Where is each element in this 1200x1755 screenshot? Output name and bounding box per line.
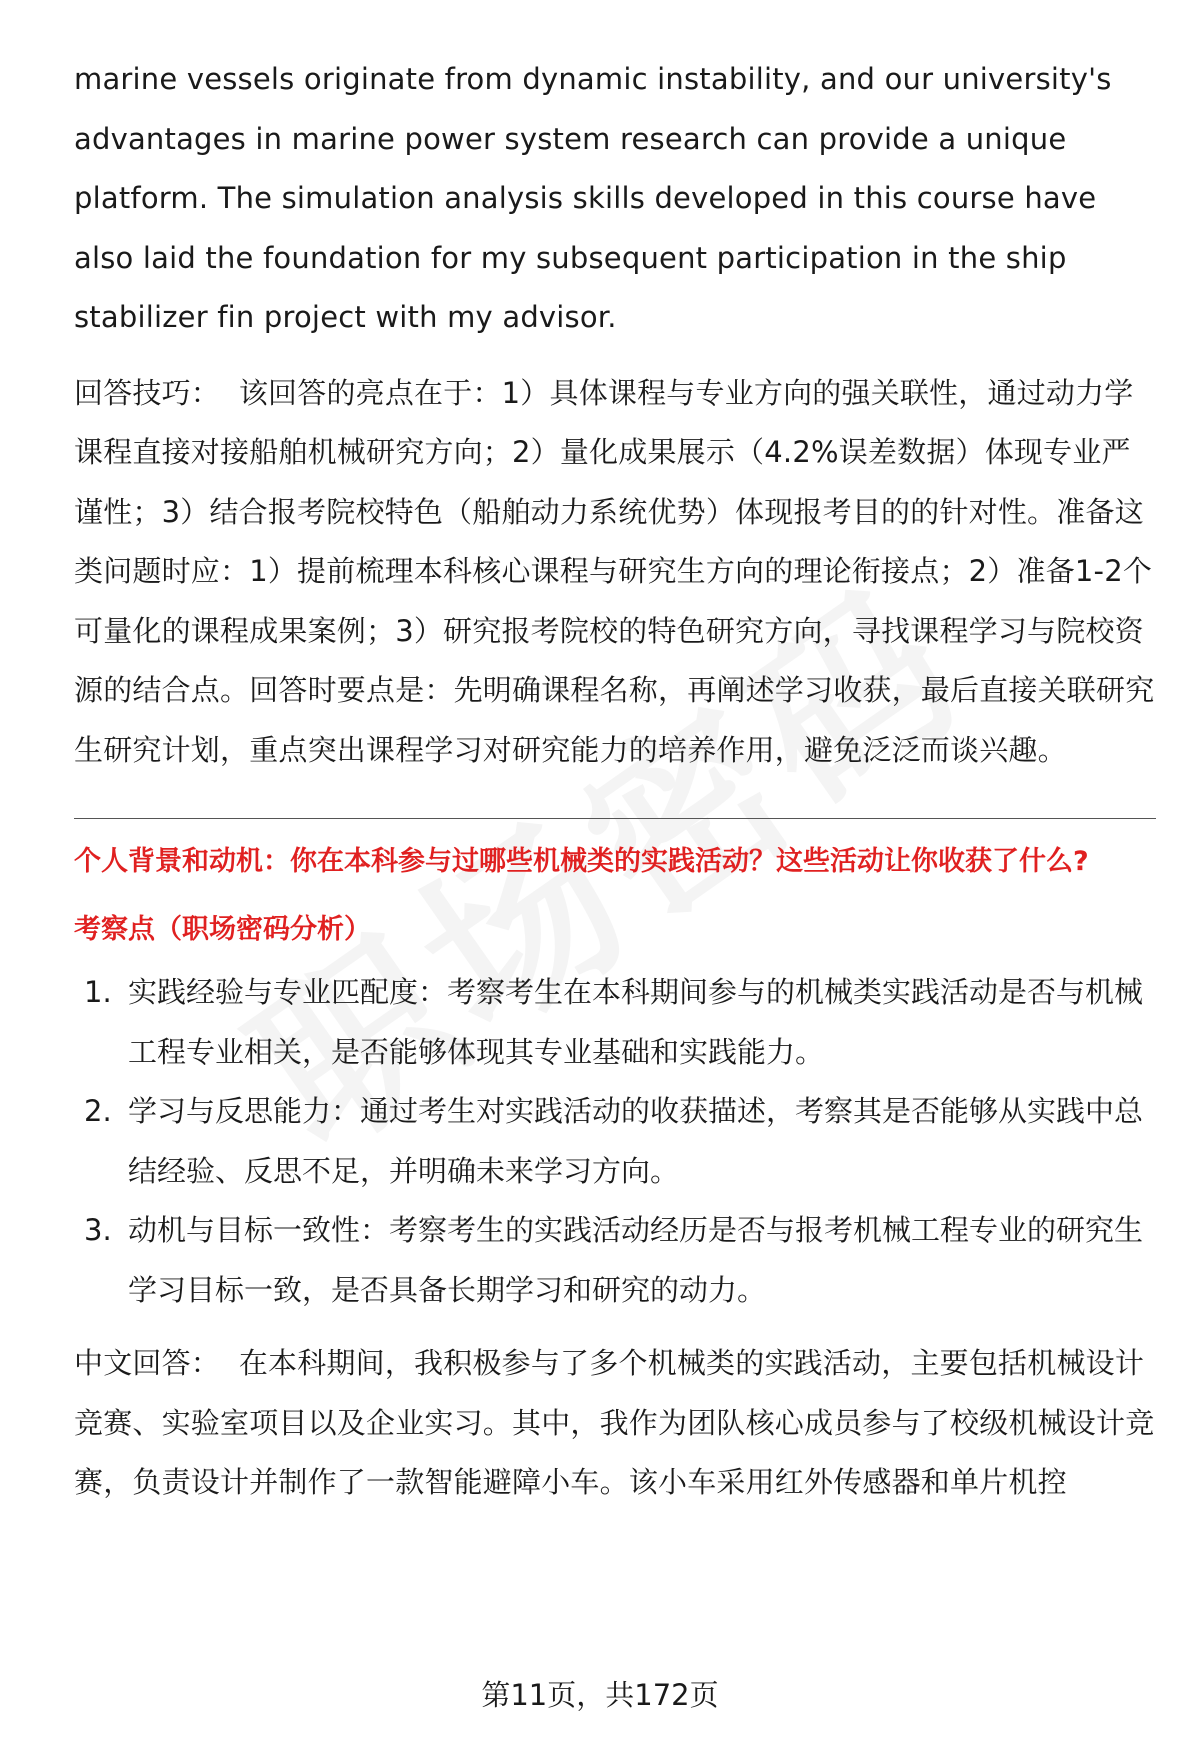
analysis-point [74, 963, 1156, 1082]
question-title: 个人背景和动机：你在本科参与过哪些机械类的实践活动？这些活动让你收获了什么? [74, 846, 1089, 877]
point-number: 2. [84, 1094, 112, 1128]
point-number: 1. [84, 975, 112, 1009]
analysis-point [74, 1201, 1156, 1320]
analysis-title: 考察点（职场密码分析） [74, 914, 371, 945]
tips-label: 回答技巧： [74, 375, 221, 410]
continuation-paragraph: marine vessels originate from dynamic instability, and our university's advantages in marine power system research can provide a unique platform. The simulation analysis skills developed in this course have also laid the foundation for my subsequent participation in the ship stabilizer fin project with my advisor. [74, 62, 1112, 334]
point-text: 动机与目标一致性：考察考生的实践活动经历是否与报考机械工程专业的研究生学习目标一致，是否具备长期学习和研究的动力。 [128, 1213, 1144, 1307]
document-body [74, 50, 1156, 1513]
section-divider [74, 818, 1156, 819]
analysis-point [74, 1082, 1156, 1201]
answer-label: 中文回答： [74, 1346, 221, 1380]
chinese-answer-paragraph [74, 1334, 1156, 1513]
tips-text: 该回答的亮点在于：1）具体课程与专业方向的强关联性，通过动力学课程直接对接船舶机械研究方向；2）量化成果展示（4.2%误差数据）体现专业严谨性；3）结合报考院校特色（船舶动力系统优势）体现报考目的的针对性。准备这类问题时应：1）提前梳理本科核心课程与研究生方向的理论衔接点；2）准备1-2个可量化的课程成果案例；3）研究报考院校的特色研究方向，寻找课程学习与院校资源的结合点。回答时要点是：先明确课程名称，再阐述学习收获，最后直接关联研究生研究计划，重点突出课程学习对研究能力的培养作用，避免泛泛而谈兴趣。 [74, 375, 1155, 767]
point-text: 学习与反思能力：通过考生对实践活动的收获描述，考察其是否能够从实践中总结经验、反思不足，并明确未来学习方向。 [128, 1094, 1144, 1188]
page-footer: 第11页，共172页 [481, 1678, 719, 1712]
analysis-points [74, 963, 1156, 1320]
answer-text: 在本科期间，我积极参与了多个机械类的实践活动，主要包括机械设计竞赛、实验室项目以及企业实习。其中，我作为团队核心成员参与了校级机械设计竞赛，负责设计并制作了一款智能避障小车。该小车采用红外传感器和单片机控 [74, 1346, 1155, 1499]
tips-paragraph [74, 364, 1156, 781]
point-text: 实践经验与专业匹配度：考察考生在本科期间参与的机械类实践活动是否与机械工程专业相关，是否能够体现其专业基础和实践能力。 [128, 975, 1144, 1069]
point-number: 3. [84, 1213, 112, 1247]
